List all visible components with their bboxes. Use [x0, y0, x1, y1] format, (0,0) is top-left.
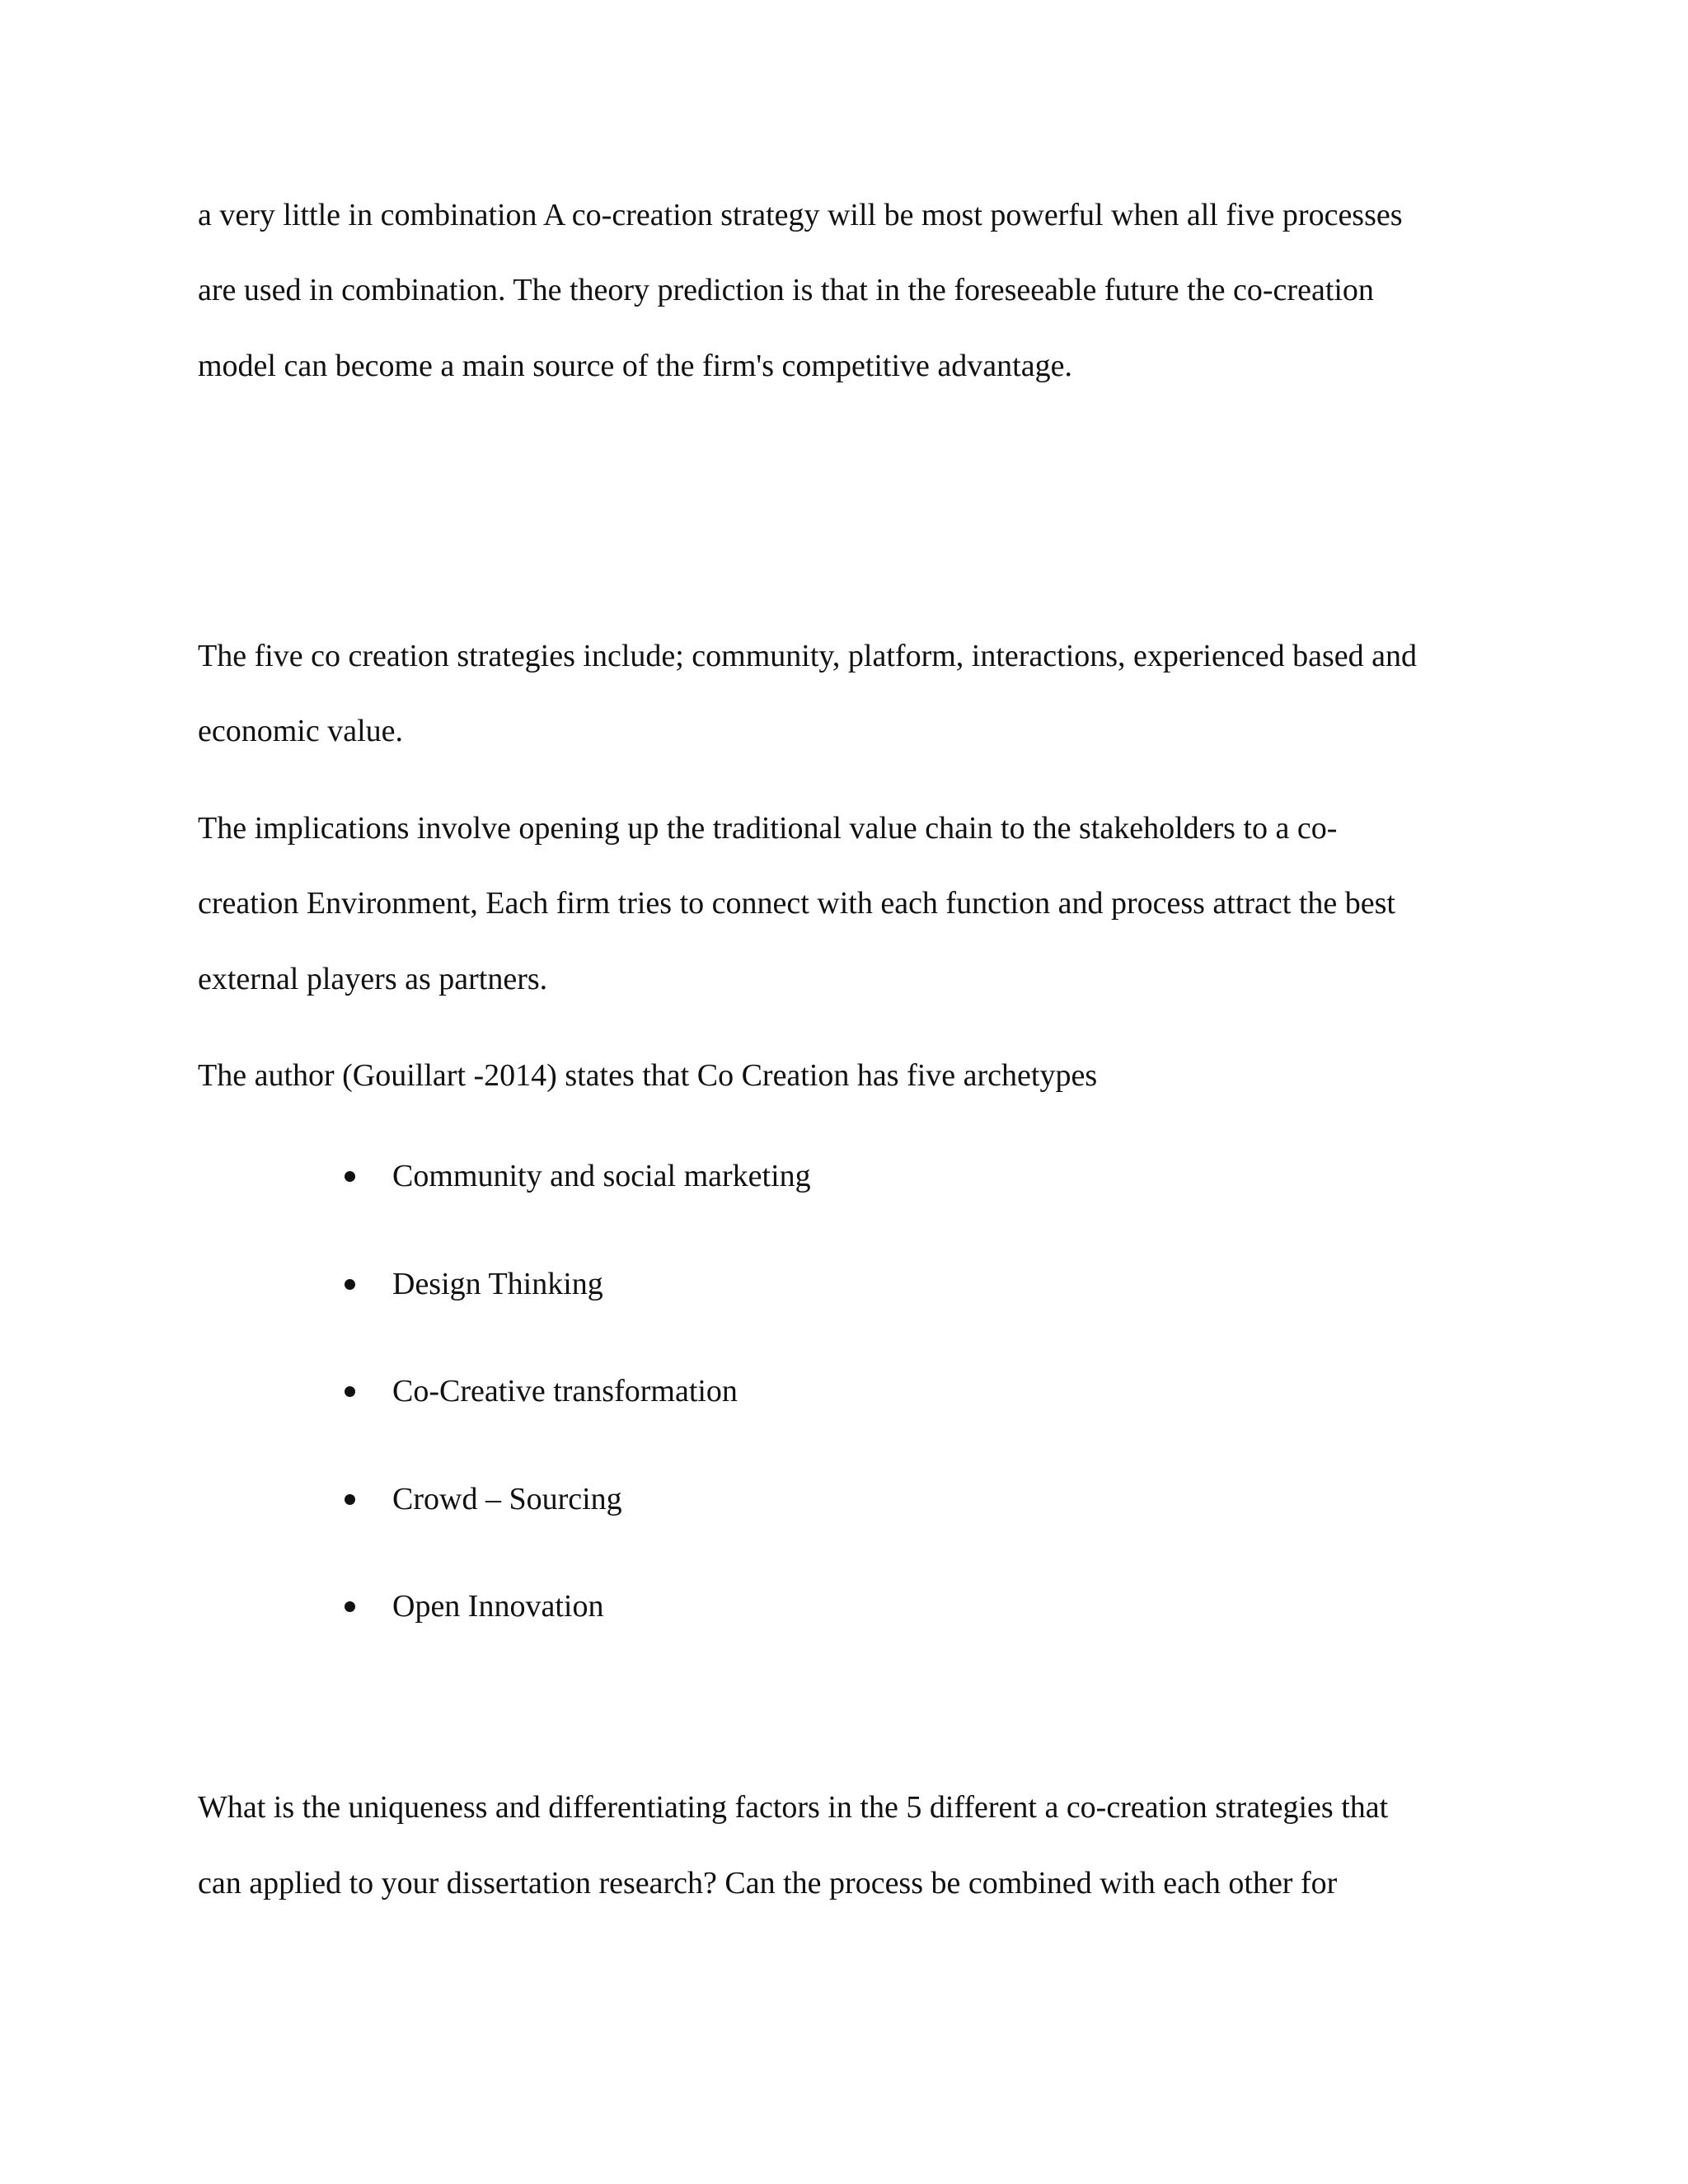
- bullet-icon: [345, 1386, 355, 1397]
- list-item: [345, 1157, 811, 1195]
- paragraph-3-line-2: creation Environment, Each firm tries to connect with each function and process attract the best: [198, 886, 1395, 921]
- paragraph-1-line-1: a very little in combination A co-creation strategy will be most powerful when all five processes: [198, 198, 1403, 232]
- list-item-text: Design Thinking: [392, 1267, 603, 1301]
- bullet-icon: [345, 1171, 355, 1182]
- bullet-icon: [345, 1494, 355, 1505]
- list-item-text: Crowd – Sourcing: [392, 1482, 622, 1516]
- list-item: [345, 1587, 603, 1625]
- bullet-icon: [345, 1601, 355, 1612]
- paragraph-5-line-1: What is the uniqueness and differentiating factors in the 5 different a co-creation strategies that: [198, 1790, 1389, 1825]
- list-item: [345, 1480, 622, 1518]
- paragraph-1-line-3: model can become a main source of the firm's competitive advantage.: [198, 349, 1072, 383]
- paragraph-3-line-1: The implications involve opening up the traditional value chain to the stakeholders to a co-: [198, 811, 1338, 846]
- list-item: [345, 1265, 603, 1303]
- list-item: [345, 1372, 738, 1410]
- paragraph-5-line-2: can applied to your dissertation research? Can the process be combined with each other for: [198, 1866, 1338, 1900]
- bullet-icon: [345, 1279, 355, 1290]
- paragraph-2-line-1: The five co creation strategies include; community, platform, interactions, experienced based and: [198, 639, 1417, 673]
- list-item-text: Open Innovation: [392, 1589, 604, 1624]
- list-item-text: Co-Creative transformation: [392, 1374, 738, 1408]
- paragraph-4-line-1: The author (Gouillart -2014) states that Co Creation has five archetypes: [198, 1058, 1098, 1093]
- paragraph-2-line-2: economic value.: [198, 714, 404, 748]
- list-item-text: Community and social marketing: [392, 1159, 811, 1193]
- paragraph-1-line-2: are used in combination. The theory prediction is that in the foreseeable future the co-creation: [198, 273, 1374, 307]
- paragraph-3-line-3: external players as partners.: [198, 962, 548, 996]
